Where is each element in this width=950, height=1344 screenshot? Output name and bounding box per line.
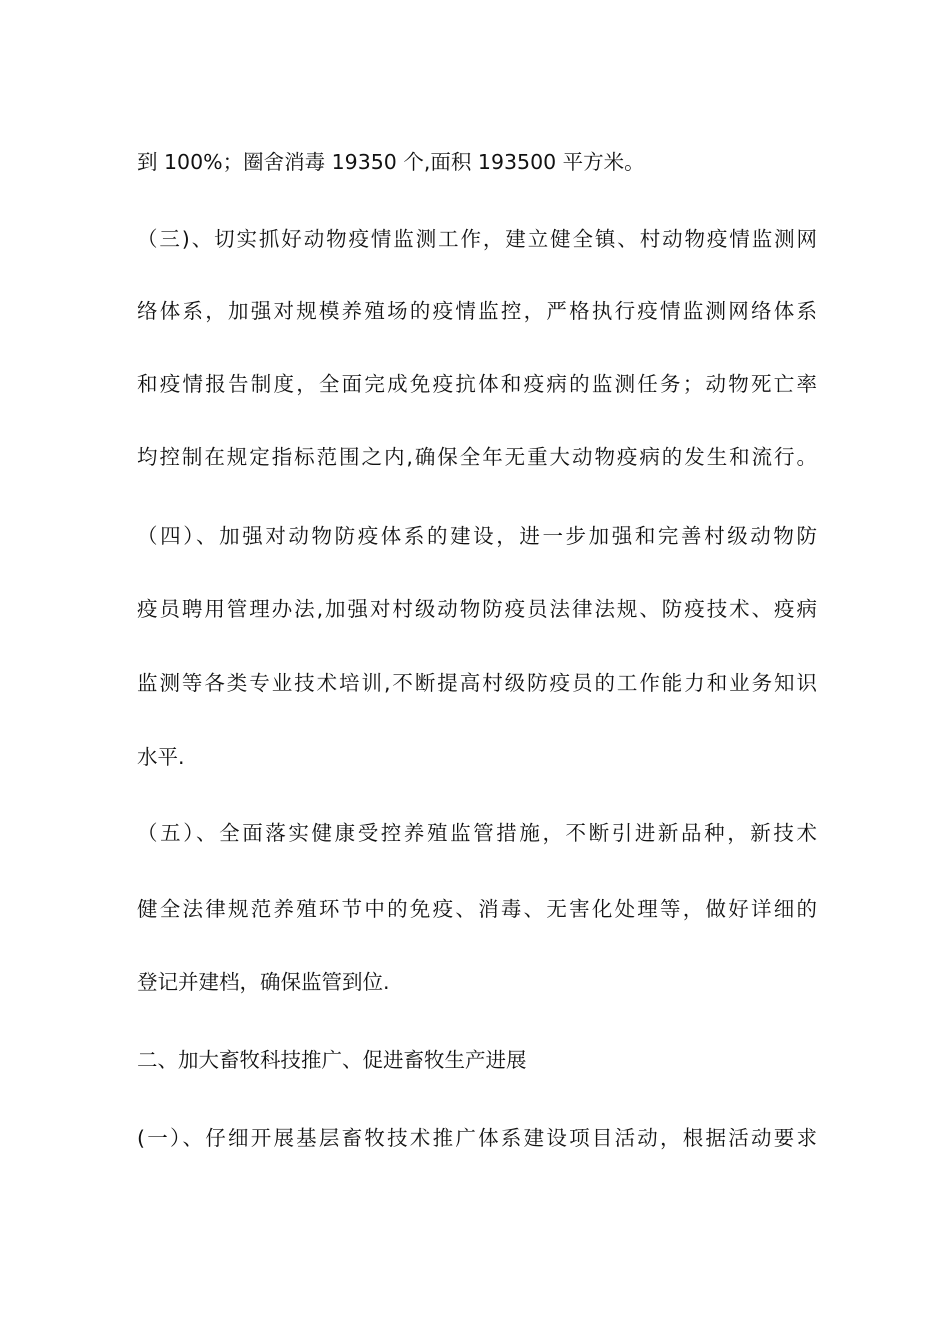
text-line-12: 登记并建档，确保监管到位. <box>137 970 390 994</box>
text-line-10: （五）、全面落实健康受控养殖监管措施，不断引进新品种，新技术 <box>137 821 817 845</box>
text-line-6: （四）、加强对动物防疫体系的建设，进一步加强和完善村级动物防 <box>137 524 817 548</box>
text-line-4: 和疫情报告制度，全面完成免疫抗体和疫病的监测任务；动物死亡率 <box>137 372 817 396</box>
text-line-13: 二、加大畜牧科技推广、促进畜牧生产进展 <box>137 1048 527 1072</box>
text-line-9: 水平. <box>137 745 185 769</box>
text-line-1: 到 100%；圈舍消毒 19350 个,面积 193500 平方米。 <box>137 150 645 174</box>
text-line-2: （三)、切实抓好动物疫情监测工作，建立健全镇、村动物疫情监测网 <box>137 227 817 251</box>
text-line-5: 均控制在规定指标范围之内,确保全年无重大动物疫病的发生和流行。 <box>137 445 817 469</box>
text-line-14: (一）、仔细开展基层畜牧技术推广体系建设项目活动，根据活动要求 <box>137 1126 817 1150</box>
text-line-3: 络体系，加强对规模养殖场的疫情监控，严格执行疫情监测网络体系 <box>137 299 817 323</box>
text-line-8: 监测等各类专业技术培训,不断提高村级防疫员的工作能力和业务知识 <box>137 671 817 695</box>
text-line-7: 疫员聘用管理办法,加强对村级动物防疫员法律法规、防疫技术、疫病 <box>137 597 817 621</box>
text-line-11: 健全法律规范养殖环节中的免疫、消毒、无害化处理等，做好详细的 <box>137 897 817 921</box>
